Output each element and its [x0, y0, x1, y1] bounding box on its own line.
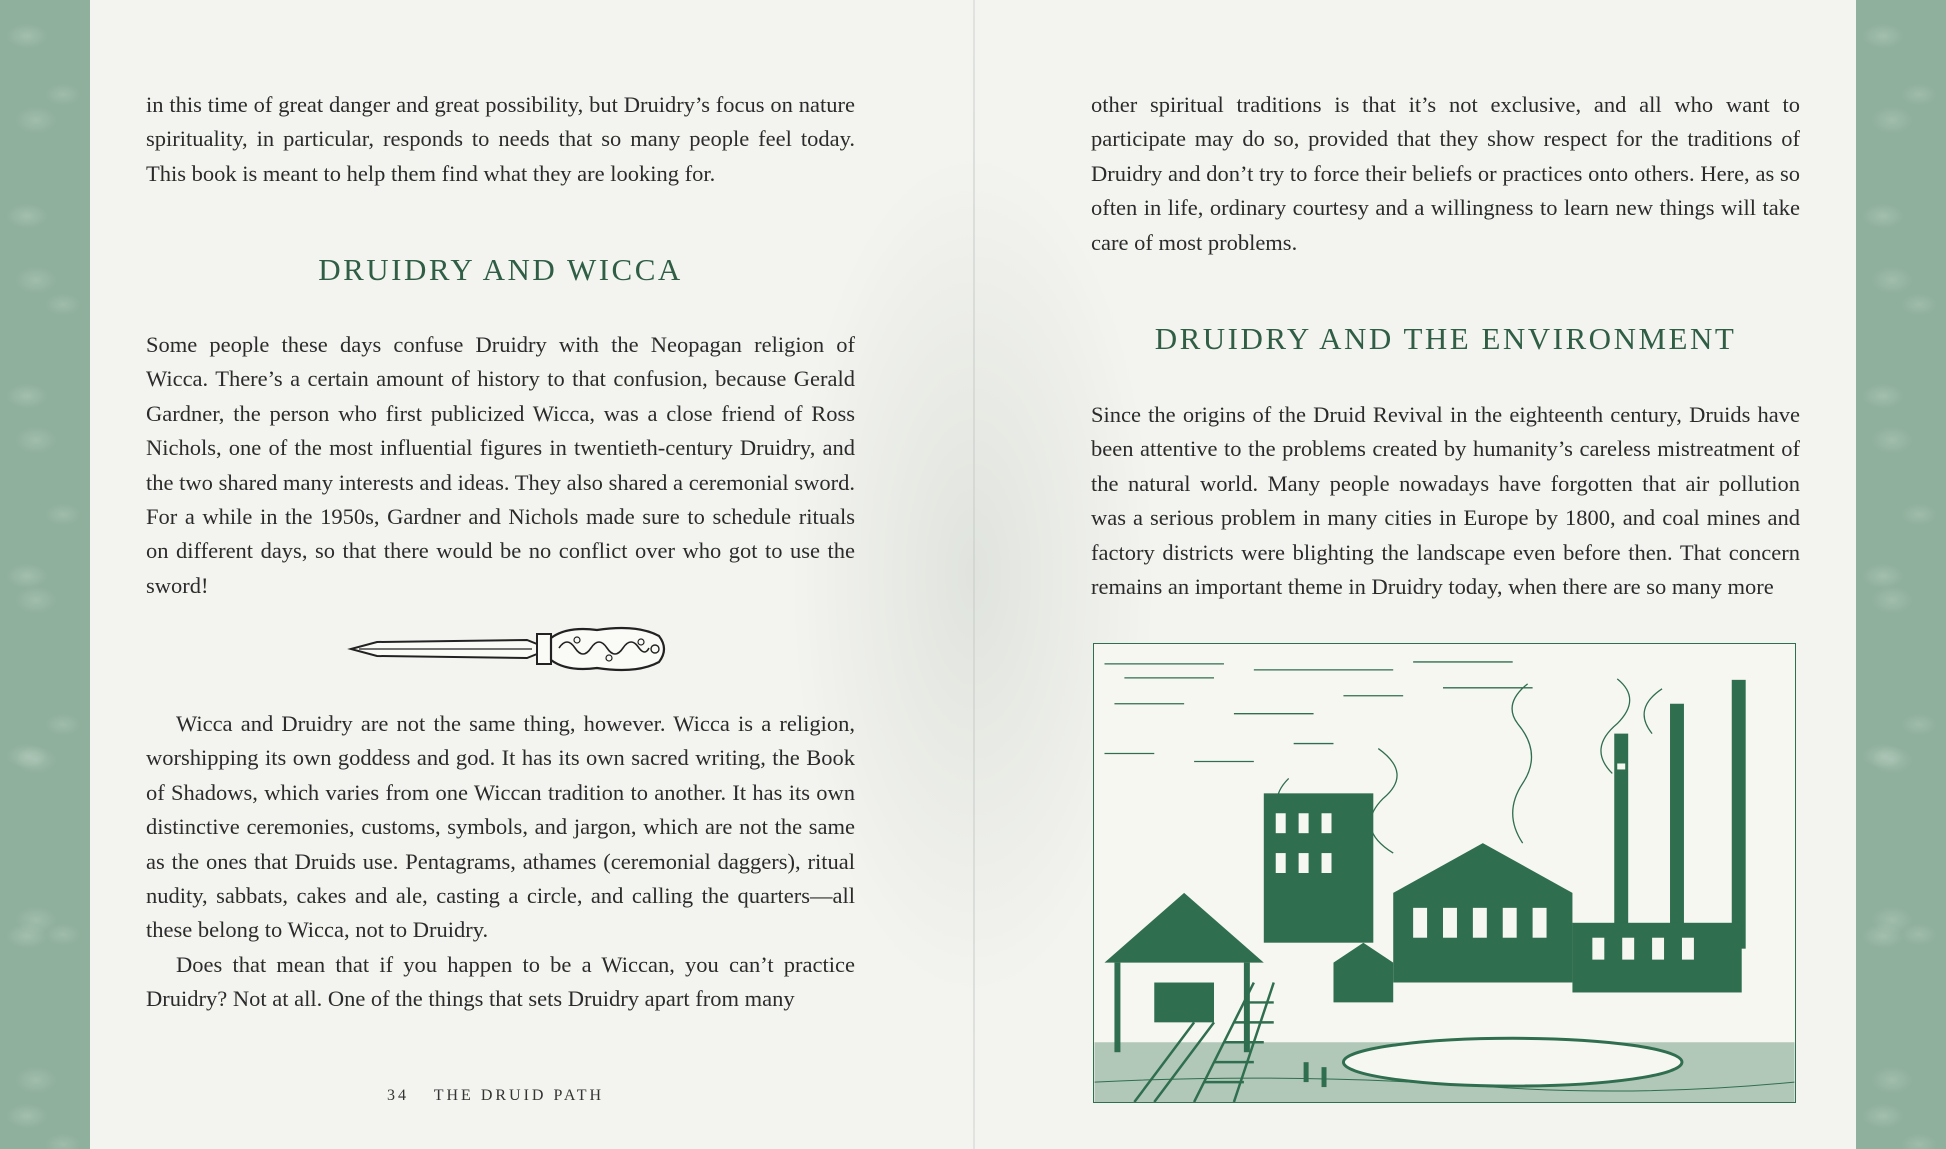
page-number: 34: [387, 1087, 409, 1104]
right-paragraph-1: Since the origins of the Druid Revival in the eighteenth century, Druids have been attentive to the problems created by humanity’s careless mistreatment of the natural world. Many people nowadays have forgotten that air pollution was a serious problem in many cities in Europe by 1800, and coal mines and factory districts were blighting the landscape even before then. That concern remains an important theme in Druidry today, when there are so many more: [1091, 402, 1800, 600]
left-body-text-1: [146, 328, 855, 603]
left-intro-paragraph: in this time of great danger and great possibility, but Druidry’s focus on nature spirituality, in particular, responds to needs that so many people feel today. This book is meant to help them find what they are looking for.: [146, 92, 855, 186]
decorative-border-right: [1856, 0, 1946, 1149]
book-gutter: [973, 0, 975, 1149]
factory-engraving: [1093, 643, 1796, 1103]
left-intro-text: [146, 88, 855, 191]
left-body-text-2: [146, 707, 855, 1017]
heading-druidry-and-wicca: DRUIDRY AND WICCA: [318, 252, 683, 287]
page-folio: [387, 1087, 622, 1105]
right-intro-text: [1091, 88, 1800, 260]
right-body-text-1: [1091, 398, 1800, 604]
decorative-border-left: [0, 0, 90, 1149]
heading-druidry-and-the-environment: DRUIDRY AND THE ENVIRONMENT: [1154, 321, 1737, 356]
left-paragraph-3: Does that mean that if you happen to be a Wiccan, you can’t practice Druidry? Not at all. One of the things that sets Druidry apart from many: [146, 951, 855, 1012]
left-paragraph-1: Some people these days confuse Druidry with the Neopagan religion of Wicca. There’s a certain amount of history to that confusion, because Gerald Gardner, the person who first publicized Wicca, was a close friend of Ross Nichols, one of the most influential figures in twentieth-century Druidry, and the two shared many interests and ideas. They also shared a ceremonial sword. For a while in the 1950s, Gardner and Nichols made sure to schedule rituals on different days, so that there would be no conflict over who got to use the sword!: [146, 332, 855, 598]
right-continued-paragraph: other spiritual traditions is that it’s not exclusive, and all who want to participate may do so, provided that they show respect for the traditions of Druidry and don’t try to force their beliefs or practices onto others. Here, as so often in life, ordinary courtesy and a willingness to learn new things will take care of most problems.: [1091, 92, 1800, 255]
ornate-dagger-icon: [347, 620, 669, 678]
left-paragraph-2: Wicca and Druidry are not the same thing, however. Wicca is a religion, worshipping its own goddess and god. It has its own sacred writing, the Book of Shadows, which varies from one Wiccan tradition to another. It has its own distinctive ceremonies, customs, symbols, and jargon, which are not the same as the ones that Druids use. Pentagrams, athames (ceremonial daggers), ritual nudity, sabbats, cakes and ale, casting a circle, and calling the quarters—all these belong to Wicca, not to Druidry.: [146, 711, 855, 943]
running-title: THE DRUID PATH: [433, 1087, 605, 1104]
